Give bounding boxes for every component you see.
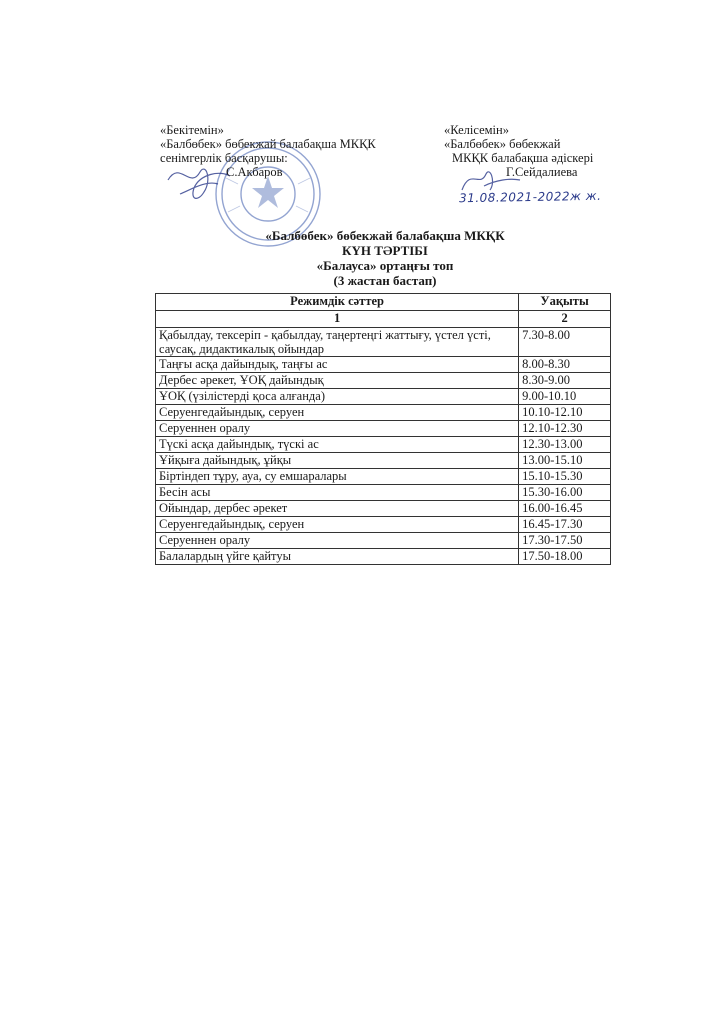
schedule-table: [155, 293, 611, 565]
time-cell: 15.10-15.30: [519, 469, 611, 485]
table-row: [156, 453, 611, 469]
time-cell: 17.30-17.50: [519, 533, 611, 549]
table-header-row: [156, 294, 611, 311]
time-cell: 7.30-8.00: [519, 328, 611, 357]
time-cell: 16.00-16.45: [519, 501, 611, 517]
approval-signer: С.Акбаров: [226, 165, 283, 179]
time-cell: 15.30-16.00: [519, 485, 611, 501]
approval-line-2: «Балбөбек» бөбекжай балабақша МКҚК: [160, 137, 376, 151]
activity-cell: Бесін асы: [156, 485, 519, 501]
table-row: [156, 373, 611, 389]
activity-cell: Серуенгедайындық, серуен: [156, 405, 519, 421]
activity-cell: Ұйқыға дайындық, ұйқы: [156, 453, 519, 469]
table-row: [156, 485, 611, 501]
table-row: [156, 437, 611, 453]
activity-cell: Түскі асқа дайындық, түскі ас: [156, 437, 519, 453]
activity-cell: Біртіндеп тұру, ауа, су емшаралары: [156, 469, 519, 485]
group-name: «Балауса» ортаңғы топ: [316, 258, 454, 273]
table-row: [156, 469, 611, 485]
time-cell: 12.10-12.30: [519, 421, 611, 437]
activity-cell: Таңғы асқа дайындық, таңғы ас: [156, 357, 519, 373]
agreement-line-2: «Балбөбек» бөбекжай: [444, 137, 561, 151]
table-row: [156, 389, 611, 405]
time-cell: 9.00-10.10: [519, 389, 611, 405]
table-row: [156, 501, 611, 517]
time-cell: 8.30-9.00: [519, 373, 611, 389]
document-heading: [160, 228, 610, 288]
column-header-time: Уақыты: [519, 294, 611, 311]
time-cell: 16.45-17.30: [519, 517, 611, 533]
agreement-line-3: МКҚК балабақша әдіскері: [452, 151, 594, 165]
agreement-signer: Г.Сейдалиева: [506, 165, 578, 179]
activity-cell: Дербес әрекет, ҰОҚ дайындық: [156, 373, 519, 389]
time-cell: 10.10-12.10: [519, 405, 611, 421]
time-cell: 13.00-15.10: [519, 453, 611, 469]
table-row: [156, 421, 611, 437]
approval-block: [160, 123, 376, 179]
time-cell: 17.50-18.00: [519, 549, 611, 565]
table-row: [156, 533, 611, 549]
activity-cell: ҰОҚ (үзілістерді қоса алғанда): [156, 389, 519, 405]
activity-cell: Ойындар, дербес әрекет: [156, 501, 519, 517]
age-note: (3 жастан бастап): [333, 273, 437, 288]
agreement-block: [444, 123, 593, 179]
column-number-2: 2: [519, 311, 611, 328]
agreement-line-1: «Келісемін»: [444, 123, 509, 137]
column-number-row: [156, 311, 611, 328]
activity-cell: Серуеннен оралу: [156, 421, 519, 437]
approval-line-3: сенімгерлік басқарушы:: [160, 151, 288, 165]
table-row: [156, 549, 611, 565]
activity-cell: Қабылдау, тексеріп - қабылдау, таңертеңгі жаттығу, үстел үсті, саусақ, дидактикалық ойындар: [156, 328, 519, 357]
activity-cell: Серуеннен оралу: [156, 533, 519, 549]
table-row: [156, 517, 611, 533]
column-header-activity: Режимдік сәттер: [156, 294, 519, 311]
table-row: [156, 405, 611, 421]
column-number-1: 1: [156, 311, 519, 328]
time-cell: 12.30-13.00: [519, 437, 611, 453]
table-row: [156, 357, 611, 373]
page-title: КҮН ТӘРТІБІ: [342, 243, 428, 258]
activity-cell: Серуенгедайындық, серуен: [156, 517, 519, 533]
table-row: [156, 328, 611, 357]
approval-line-1: «Бекітемін»: [160, 123, 224, 137]
org-name: «Балбөбек» бөбекжай балабақша МКҚК: [265, 228, 505, 243]
handwritten-date: 31.08.2021-2022ж ж.: [458, 188, 602, 206]
time-cell: 8.00-8.30: [519, 357, 611, 373]
activity-cell: Балалардың үйге қайтуы: [156, 549, 519, 565]
